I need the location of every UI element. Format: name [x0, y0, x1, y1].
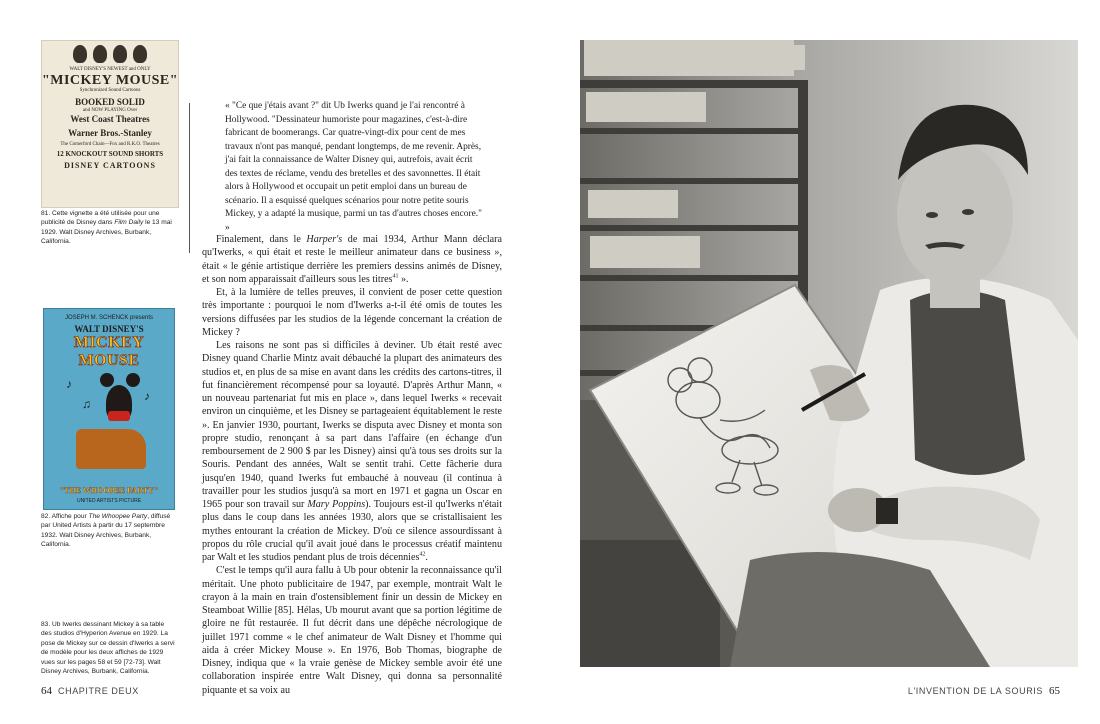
- caption-83: 83. Ub Iwerks dessinant Mickey à sa table des studios d'Hyperion Avenue en 1929. La pose de Mickey sur ce dessin d'Iwerks a servi de modèle pour les deux affiches de 1929 vues sur les pages 58 et 59 [72-73]. Walt Disney Archives, Burbank, California.: [41, 621, 175, 676]
- poster1-line3: and NOW PLAYING Over: [82, 108, 138, 113]
- dancing-mice-illustration: [42, 45, 178, 67]
- mickey-mouse-ad-poster: [41, 40, 179, 208]
- page-number-right: 65: [1049, 685, 1060, 697]
- poster1-comerford: The Comerford Chain—Fox and R.K.O. Theatres: [60, 142, 160, 147]
- poster2-bottom: "THE WHOOPEE PARTY": [59, 486, 159, 495]
- ub-iwerks-drawing-photo: [580, 40, 1078, 667]
- right-page: [550, 0, 1100, 724]
- whoopee-party-poster: [43, 308, 175, 510]
- folio-left: [41, 685, 139, 697]
- iwerks-quote: « "Ce que j'étais avant ?" dit Ub Iwerks quand je l'ai rencontré à Hollywood. "Dessinateur humoriste pour magazines, c'est-à-dire fabricant de boomerangs. Car quatre-vingt-dix pour cent de mes travaux n'ont pas manqué, pendant longtemps, de me revenir. Après, j'ai fait la connaissance de Walter Disney qui, autrefois, avait écrit des textes de réclame, vendu des bretelles et des savonnettes. Il était alors à Hollywood et occupait un petit emploi dans un bureau de scénario. Il a esquissé quelques scénarios pour notre petite souris Mickey, y a adapté la musique, parmi un tas d'autres choses encore." »: [225, 101, 482, 233]
- paragraph-2: Et, à la lumière de telles preuves, il convient de poser cette question très importante : pourquoi le nom d'Iwerks a-t-il été omis de toutes les versions diffusées par les studios de la légende concernant la création de Mickey ?: [202, 287, 502, 338]
- poster1-line2: Synchronized Sound Cartoons: [79, 88, 141, 93]
- caption-81: 81. Cette vignette a été utilisée pour une publicité de Disney dans Film Daily le 13 mai 1929. Walt Disney Archives, Burbank, California.: [41, 210, 172, 246]
- mickey-piano-illustration: ♪ ♫ ♪: [58, 367, 160, 477]
- column-rule: [189, 103, 190, 253]
- body-text: [202, 233, 502, 697]
- poster1-disney: DISNEY CARTOONS: [64, 161, 156, 170]
- poster1-title: "MICKEY MOUSE": [42, 73, 178, 88]
- poster2-top: JOSEPH M. SCHENCK presents: [64, 315, 154, 321]
- poster1-booked: BOOKED SOLID: [75, 97, 145, 107]
- folio-right: [908, 685, 1060, 697]
- poster2-walt: WALT DISNEY'S: [74, 324, 144, 334]
- paragraph-1: Finalement, dans le Harper's de mai 1934, Arthur Mann déclara qu'Iwerks, « qui était et reste le meilleur animateur dans ce business », était « le génie artistique derrière les premiers dessins animés de Disney, et son nom apparaissait d'ailleurs sous les titres$^{41}$ ».: [202, 234, 502, 285]
- paragraph-3: Les raisons ne sont pas si difficiles à deviner. Ub était resté avec Disney quand Charlie Mintz avait débauché la plupart des animateurs des studios et, en plus de sa mise en avant dans les crédits des cartons-titres, il fut financièrement récompensé pour sa loyauté. D'après Arthur Mann, « un nouveau partenariat fut mis en place », dans lequel Iwerks « recevait environ un cinquième, et les Disney se partageaient équitablement le reste ». En janvier 1930, pourtant, Iwerks se disputa avec Disney et monta son propre studio, renonçant à sa part dans l'affaire (en échange d'un remboursement de 2 900 $ par les Disney) ainsi qu'à tous ses droits sur la Souris. Pendant des années, Walt se sentit trahi. Cette fâcherie dura jusqu'en 1940, quand Iwerks fut embauché à nouveau (il continua à travailler pour les studios jusqu'à sa mort en 1971 et gagna un Oscar en 1965 pour son travail sur Mary Poppins). Toujours est-il qu'Iwerks n'était plus dans le coup dans les années 1930, alors que se cristallisaient les mythes entourant la création de Mickey. D'où ce silence assourdissant à propos du rôle crucial qu'il avait joué dans le processus créatif maintenu par Walt et les studios pendant plus de trois décennies$^{42}$.: [202, 340, 502, 563]
- poster1-warner: Warner Bros.-Stanley: [68, 128, 152, 138]
- page-number-left: 64: [41, 685, 52, 697]
- poster1-west: West Coast Theatres: [70, 114, 150, 124]
- caption-82: 82. Affiche pour The Whoopee Party, diffusé par United Artists à partir du 17 septembre 1932. Walt Disney Archives, Burbank, California.: [41, 513, 171, 549]
- running-head-right: L'INVENTION DE LA SOURIS: [907, 686, 1043, 696]
- poster1-line1: WALT DISNEY'S NEWEST and ONLY: [69, 67, 151, 72]
- poster1-knockout: 12 KNOCKOUT SOUND SHORTS: [56, 150, 164, 158]
- paragraph-4: C'est le temps qu'il aura fallu à Ub pour obtenir la reconnaissance qu'il méritait. Une photo publicitaire de 1947, par exemple, montrait Walt le crayon à la main en train d'ostensiblement finir un dessin de Mickey en Steamboat Willie [85]. Hélas, Ub mourut avant que sa portion légitime de gloire ne fût restaurée. Il fut décrit dans une dépêche nécrologique de juillet 1971 comme « le chef animateur de Walt Disney et l'homme qui aida à créer Mickey Mouse ». En 1976, Bob Thomas, biographe de Disney, indiqua que « la vraie genèse de Mickey semble avoir été une collaboration inspirée entre Walt Disney, qui donna sa personnalité piquante et sa voix au: [202, 565, 502, 696]
- poster2-title: MICKEY MOUSE: [73, 334, 145, 369]
- poster2-bottom2: UNITED ARTISTS PICTURE: [76, 498, 142, 504]
- running-head-left: CHAPITRE DEUX: [58, 686, 139, 696]
